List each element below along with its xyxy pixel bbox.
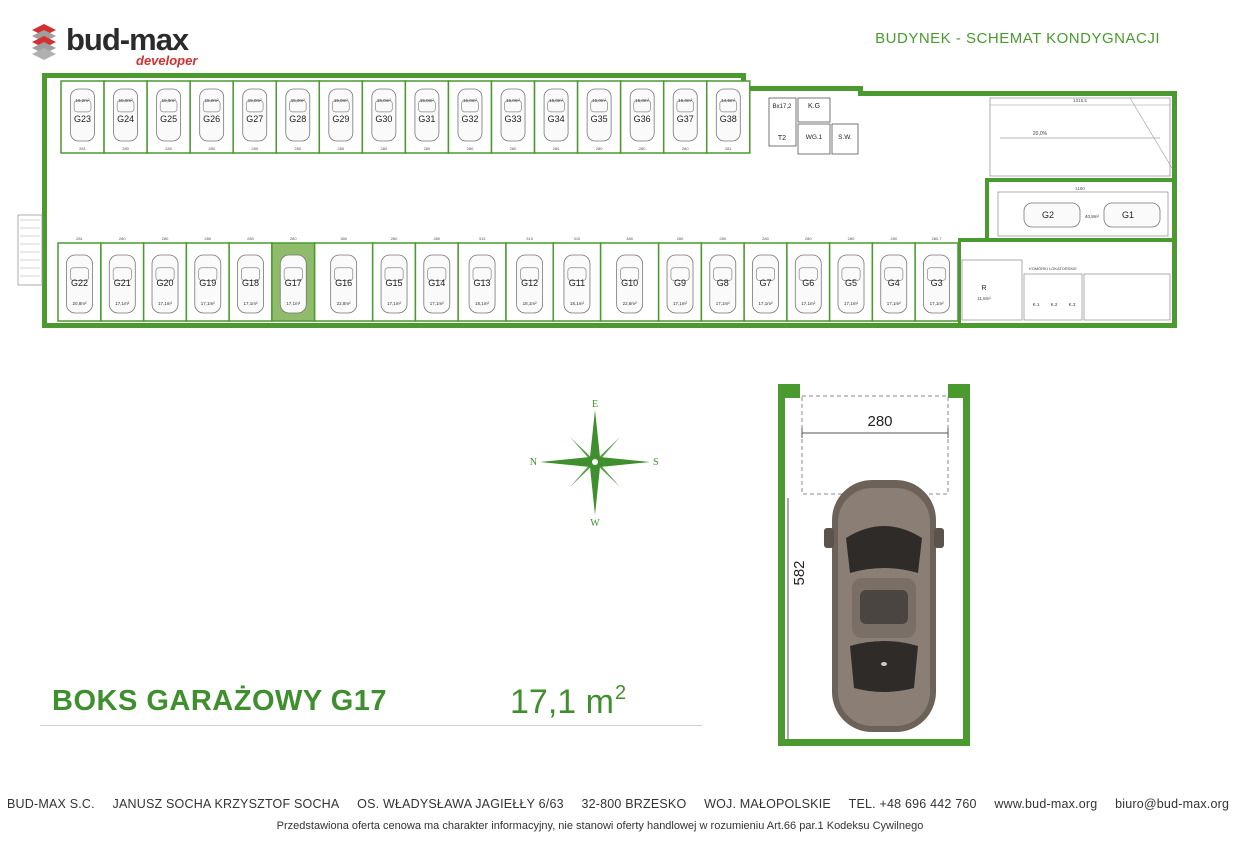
box-width-g29: 280 xyxy=(337,146,345,151)
footer-phone[interactable]: TEL. +48 696 442 760 xyxy=(848,797,977,811)
box-width-g23: 281 xyxy=(79,146,86,151)
box-width-g13: 313 xyxy=(478,236,486,241)
storage-rooms xyxy=(1024,274,1082,320)
box-area-g21: 17,1m² xyxy=(115,301,130,306)
box-width-g19: 280 xyxy=(204,236,212,241)
box-label-g33: G33 xyxy=(504,114,522,124)
box-label-g16: G16 xyxy=(335,278,353,288)
room-r-label: R xyxy=(981,285,987,292)
box-label-g30: G30 xyxy=(375,114,393,124)
box-label-g21: G21 xyxy=(113,278,131,288)
title-underline xyxy=(40,725,702,726)
box-width-g37: 280 xyxy=(681,146,689,151)
box-area-g3: 17,1m² xyxy=(929,301,944,306)
box-label-g31: G31 xyxy=(418,114,436,124)
compass-top: E xyxy=(591,399,599,410)
box-area-g4: 17,1m² xyxy=(886,301,901,306)
box-width-g8: 280 xyxy=(719,236,727,241)
box-area-g7: 17,1m² xyxy=(758,301,773,306)
box-label-g8: G8 xyxy=(716,278,729,288)
box-label-g1: G1 xyxy=(1121,210,1135,220)
box-area-g18: 17,1m² xyxy=(243,301,258,306)
box-area-g20: 17,1m² xyxy=(158,301,173,306)
box-width-g21: 280 xyxy=(118,236,126,241)
box-area-g33: 15,0m² xyxy=(506,98,521,103)
box-area-g23: 16,2m² xyxy=(75,98,90,103)
box-label-g28: G28 xyxy=(289,114,307,124)
outer-wall-left xyxy=(42,73,47,328)
box-area-g6: 17,1m² xyxy=(801,301,816,306)
box-width-g15: 280 xyxy=(390,236,398,241)
box-width-g26: 280 xyxy=(208,146,216,151)
footer-web-link[interactable]: www.bud-max.org xyxy=(994,797,1098,811)
footer-disclaimer: Przedstawiona oferta cenowa ma charakter informacyjny, nie stanowi oferty handlowej w rozumieniu Art.66 par.1 Kodeksu Cywilnego xyxy=(276,820,924,832)
box-area-g11: 18,1m² xyxy=(569,301,584,306)
box-width-g10: 380 xyxy=(626,236,633,241)
box-width-g3: 280,7 xyxy=(931,236,942,241)
box-label-g14: G14 xyxy=(428,278,446,288)
box-label-g20: G20 xyxy=(156,278,174,288)
footer-email-link[interactable]: biuro@bud-max.org xyxy=(1115,797,1230,811)
box-label-g24: G24 xyxy=(117,114,135,124)
box-width-g27: 280 xyxy=(251,146,259,151)
room-kg-label: K.G xyxy=(807,103,821,110)
box-area-g15: 17,1m² xyxy=(387,301,402,306)
box-label-g25: G25 xyxy=(160,114,178,124)
footer-city: 32-800 BRZESKO xyxy=(581,797,687,811)
box-area-g26: 15,0m² xyxy=(204,98,219,103)
box-width-g38: 281 xyxy=(724,146,732,151)
compass-icon xyxy=(520,395,670,530)
box-area-g19: 17,1m² xyxy=(200,301,215,306)
box-area-g10: 22,8m² xyxy=(622,301,637,306)
storage-k2: K.2 xyxy=(1050,302,1058,307)
wall-garage-left xyxy=(985,180,989,238)
compass-bottom: W xyxy=(590,518,600,529)
box-width-g24: 280 xyxy=(122,146,129,151)
room-wg-label: WG.1 xyxy=(805,134,823,141)
box-label-g11: G11 xyxy=(568,278,586,288)
box-width-g31: 280 xyxy=(423,146,431,151)
footer-address: OS. WŁADYSŁAWA JAGIEŁŁY 6/63 xyxy=(357,797,564,811)
box-area-g24: 15,0m² xyxy=(118,98,133,103)
storage-k1: K.1 xyxy=(1032,302,1040,307)
footer-contact xyxy=(0,797,1230,811)
footer-owners: JANUSZ SOCHA KRZYSZTOF SOCHA xyxy=(112,797,340,811)
outer-wall-top xyxy=(42,73,746,78)
car-top-view xyxy=(824,480,944,732)
logo-mark-icon xyxy=(30,22,60,62)
box-width-g4: 280 xyxy=(890,236,898,241)
box-width-g14: 280 xyxy=(433,236,441,241)
box-area xyxy=(510,682,626,722)
box-width-g6: 280 xyxy=(804,236,812,241)
box-label-g4: G4 xyxy=(887,278,900,288)
storage-label: KOMÓRKI LOKATORSKIE xyxy=(1029,266,1077,271)
box-label-g38: G38 xyxy=(719,114,737,124)
box-width-g16: 380 xyxy=(340,236,348,241)
box-area-g36: 15,0m² xyxy=(635,98,650,103)
box-width-g5: 280 xyxy=(847,236,855,241)
box-width-g9: 280 xyxy=(676,236,684,241)
box-width-g25: 280 xyxy=(165,146,172,151)
box-label-g27: G27 xyxy=(246,114,264,124)
box-width-g32: 280 xyxy=(466,146,474,151)
box-label-g23: G23 xyxy=(74,114,92,124)
box-label-g37: G37 xyxy=(676,114,694,124)
box-label-g9: G9 xyxy=(674,278,687,288)
box-width-g33: 280 xyxy=(509,146,517,151)
box-label-g2: G2 xyxy=(1041,210,1055,220)
box-label-g34: G34 xyxy=(547,114,565,124)
box-area-g28: 15,0m² xyxy=(290,98,305,103)
room-bx-label: Bx17,2 xyxy=(772,104,792,110)
compass-left: N xyxy=(529,457,537,468)
page-title: BUDYNEK - SCHEMAT KONDYGNACJI xyxy=(875,30,1160,47)
room-r xyxy=(962,260,1022,320)
box-label-g15: G15 xyxy=(385,278,403,288)
room-kg xyxy=(798,98,830,122)
box-area-g13: 18,1m² xyxy=(475,301,490,306)
box-width-g12: 310 xyxy=(526,236,533,241)
stairs-left xyxy=(18,215,42,285)
box-label-g7: G7 xyxy=(759,278,772,288)
box-area-g34: 15,0m² xyxy=(549,98,564,103)
box-area-g9: 17,1m² xyxy=(673,301,688,306)
box-width-g20: 280 xyxy=(161,236,169,241)
wall-seg-b xyxy=(746,86,858,91)
outer-wall-top-right xyxy=(858,91,1177,96)
wall-ramp-bottom xyxy=(985,178,1175,182)
box-area-g22: 20,8m² xyxy=(72,301,87,306)
floor-plan-drawing xyxy=(0,60,1200,350)
wall-garage-bottom xyxy=(958,238,1172,242)
outer-wall-right xyxy=(1172,91,1177,328)
storage-k3: K.3 xyxy=(1068,302,1076,307)
room-t2-label: T2 xyxy=(777,135,787,142)
box-label-g5: G5 xyxy=(845,278,858,288)
box-area-g31: 15,0m² xyxy=(419,98,434,103)
logo-name: bud-max xyxy=(66,22,189,57)
wall-left xyxy=(778,384,785,746)
box-label-g18: G18 xyxy=(242,278,260,288)
box-area-g35: 15,0m² xyxy=(592,98,607,103)
box-label-g3: G3 xyxy=(930,278,943,288)
box-label-g19: G19 xyxy=(199,278,217,288)
box-title: BOKS GARAŻOWY G17 xyxy=(52,685,388,717)
box-width-g11: 310 xyxy=(573,236,581,241)
box-area-g37: 15,0m² xyxy=(678,98,693,103)
outer-wall-bottom xyxy=(42,323,1177,328)
box-area-g29: 15,0m² xyxy=(333,98,348,103)
box-width-g28: 280 xyxy=(294,146,302,151)
box-width-label: 280 xyxy=(867,413,893,430)
box-width-g18: 280 xyxy=(247,236,254,241)
box-label-g13: G13 xyxy=(473,278,491,288)
box-area-value: 17,1 m xyxy=(510,683,614,721)
box-width-g35: 280 xyxy=(595,146,603,151)
box-label-g12: G12 xyxy=(521,278,539,288)
box-width-g17: 280 xyxy=(289,236,297,241)
box-label-g22: G22 xyxy=(70,278,88,288)
footer-region: WOJ. MAŁOPOLSKIE xyxy=(704,797,831,811)
box-label-g35: G35 xyxy=(590,114,608,124)
box-label-g6: G6 xyxy=(802,278,815,288)
logo-sub: developer xyxy=(136,53,198,68)
box-depth-label: 582 xyxy=(791,560,808,586)
box-width-g7: 280 xyxy=(762,236,769,241)
box-label-g32: G32 xyxy=(461,114,479,124)
box-area-g2: 40,8m² xyxy=(1084,214,1100,219)
box-area-g30: 15,0m² xyxy=(376,98,391,103)
box-area-g25: 15,0m² xyxy=(161,98,176,103)
garage-box-detail xyxy=(760,378,1000,750)
wall-back xyxy=(778,739,970,746)
ramp-length: 1315,5 xyxy=(1073,98,1087,103)
box-label-g36: G36 xyxy=(633,114,651,124)
box-label-g26: G26 xyxy=(203,114,221,124)
box-area-g27: 15,0m² xyxy=(247,98,262,103)
box-area-g17: 17,1m² xyxy=(286,301,301,306)
ramp-area xyxy=(990,98,1170,176)
box-area-g12: 18,1m² xyxy=(522,301,537,306)
box-width-g34: 280 xyxy=(552,146,560,151)
garage-width-dim: 1160 xyxy=(1075,186,1085,191)
box-width-g30: 280 xyxy=(380,146,388,151)
room-corridor xyxy=(1084,274,1170,320)
box-label-g17: G17 xyxy=(284,278,302,288)
compass-right: S xyxy=(653,457,659,468)
box-area-g38: 14,6m² xyxy=(721,98,736,103)
box-area-g14: 17,1m² xyxy=(429,301,444,306)
box-label-g10: G10 xyxy=(621,278,639,288)
box-area-g5: 17,1m² xyxy=(844,301,859,306)
ramp-slope: 20,0% xyxy=(1032,131,1048,137)
box-label-g29: G29 xyxy=(332,114,350,124)
floor-plan xyxy=(0,60,1200,350)
box-area-g32: 15,0m² xyxy=(462,98,477,103)
wall-right xyxy=(963,384,970,746)
compass-rose xyxy=(520,395,670,530)
box-width-g36: 280 xyxy=(638,146,646,151)
room-r-area: 11,8m² xyxy=(977,296,991,301)
room-sw-label: S.W. xyxy=(838,134,852,141)
box-area-sup: 2 xyxy=(614,682,627,704)
footer-company: BUD-MAX S.C. xyxy=(7,797,95,811)
box-area-g8: 17,1m² xyxy=(715,301,730,306)
box-area-g16: 22,8m² xyxy=(336,301,351,306)
box-width-g22: 281 xyxy=(76,236,83,241)
